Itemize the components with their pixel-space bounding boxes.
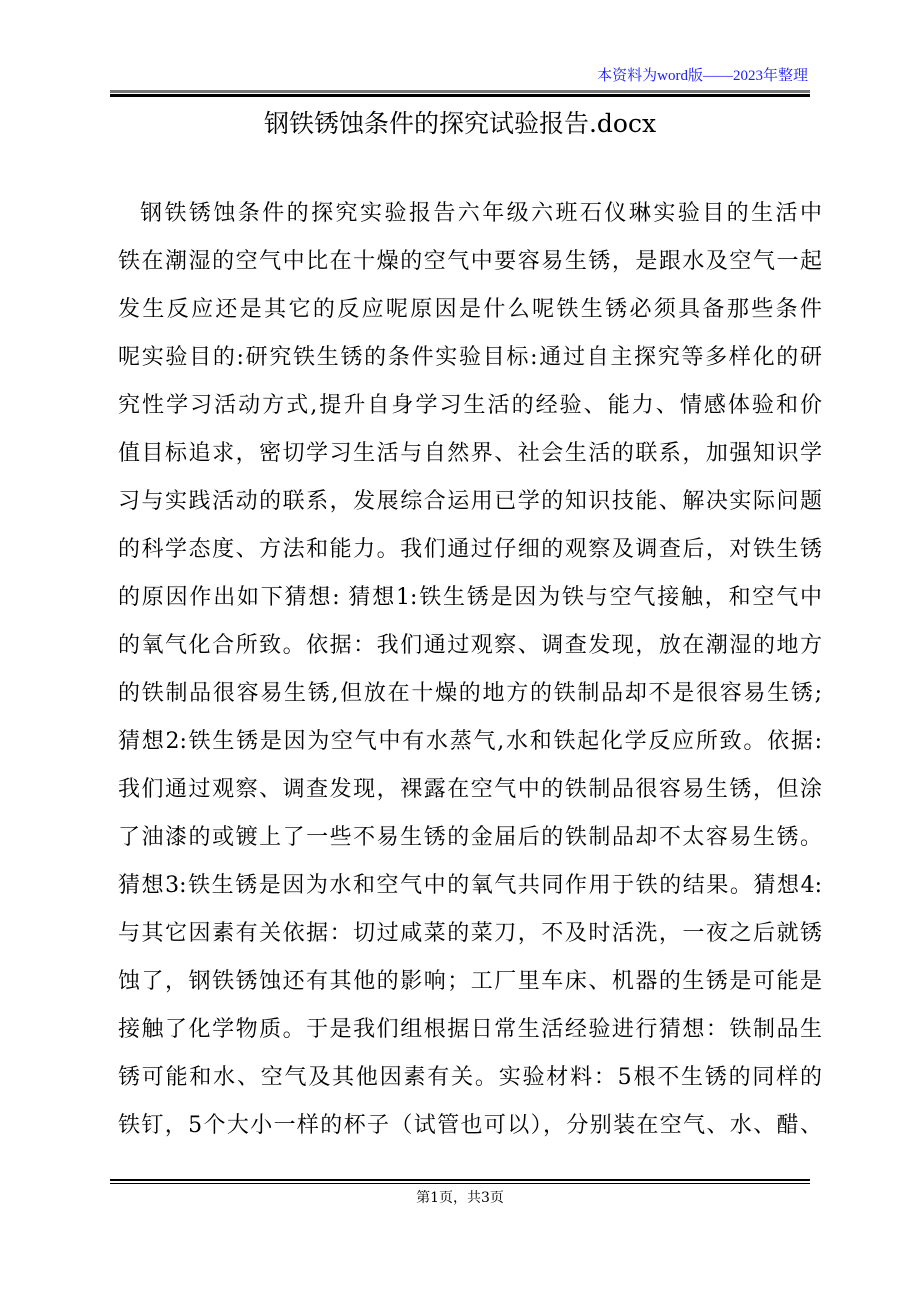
body-line: 的氧气化合所致。依据：我们通过观察、调查发现，放在潮湿的地方	[118, 633, 822, 658]
body-line: 钢铁锈蚀条件的探究实验报告六年级六班石仪琳实验目的生活中	[140, 201, 822, 226]
body-line: 锈可能和水、空气及其他因素有关。实验材料：5根不生锈的同样的	[118, 1065, 822, 1090]
document-title: 钢铁锈蚀条件的探究试验报告.docx	[263, 109, 657, 138]
body-line: 与其它因素有关依据：切过咸菜的菜刀，不及时活洗，一夜之后就锈	[118, 921, 822, 946]
body-line: 猜想2:铁生锈是因为空气中有水蒸气,水和铁起化学反应所致。依据:	[118, 729, 822, 754]
header-note: 本资料为word版——2023年整理	[597, 68, 808, 84]
page-number: 第1页，共3页	[416, 1190, 504, 1206]
body-line: 究性学习活动方式,提升自身学习生活的经验、能力、情感体验和价	[118, 393, 822, 418]
body-line: 的科学态度、方法和能力。我们通过仔细的观察及调查后，对铁生锈	[118, 537, 822, 562]
body-line: 习与实践活动的联系，发展综合运用已学的知识技能、解决实际问题	[118, 489, 822, 514]
body-line: 的原因作出如下猜想: 猜想1:铁生锈是因为铁与空气接触，和空气中	[118, 585, 822, 610]
body-line: 的铁制品很容易生锈,但放在十燥的地方的铁制品却不是很容易生锈;	[118, 681, 822, 706]
body-line: 接触了化学物质。于是我们组根据日常生活经验进行猜想：铁制品生	[118, 1017, 822, 1042]
body-line: 蚀了，钢铁锈蚀还有其他的影响；工厂里车床、机器的生锈是可能是	[118, 969, 822, 994]
body-line: 了油漆的或镀上了一些不易生锈的金届后的铁制品却不太容易生锈。	[118, 825, 822, 850]
body-line: 值目标追求，密切学习生活与自然界、社会生活的联系，加强知识学	[118, 441, 822, 466]
body-line: 猜想3:铁生锈是因为水和空气中的氧气共同作用于铁的结果。猜想4:	[118, 873, 822, 898]
body-line: 发生反应还是其它的反应呢原因是什么呢铁生锈必须具备那些条件	[118, 297, 822, 322]
body-line: 铁钉，5个大小一样的杯子（试管也可以），分别装在空气、水、醋、	[118, 1113, 822, 1138]
document-body	[118, 196, 822, 1156]
header-rule	[110, 90, 810, 97]
body-line: 铁在潮湿的空气中比在十燥的空气中要容易生锈，是跟水及空气一起	[118, 249, 822, 274]
body-line: 我们通过观察、调查发现，裸露在空气中的铁制品很容易生锈，但涂	[118, 777, 822, 802]
footer-rule	[110, 1179, 810, 1184]
body-line: 呢实验目的:研究铁生锈的条件实验目标:通过自主探究等多样化的研	[118, 345, 822, 370]
